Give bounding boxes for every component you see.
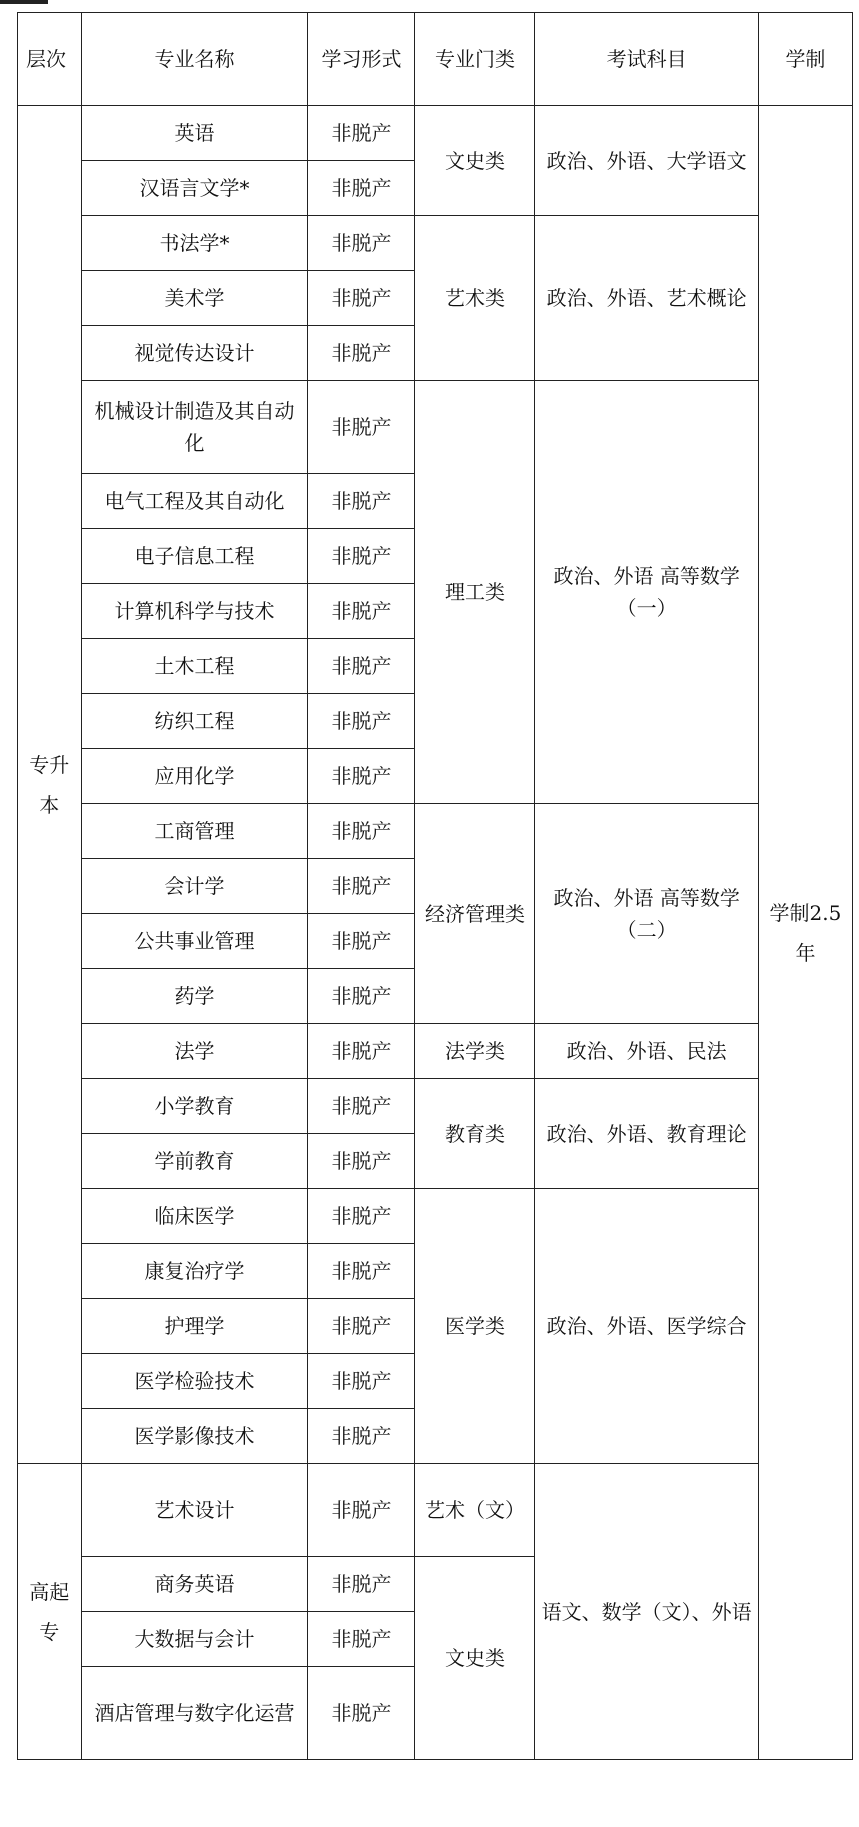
- study-form: 非脱产: [308, 474, 415, 529]
- subjects-wenshi: 政治、外语、大学语文: [535, 106, 758, 216]
- subjects-yishu: 政治、外语、艺术概论: [535, 216, 758, 381]
- subjects-jingji: 政治、外语 高等数学（二）: [535, 804, 758, 1024]
- header-row: [18, 13, 853, 106]
- study-form: 非脱产: [308, 1244, 415, 1299]
- major-name: 大数据与会计: [81, 1612, 308, 1667]
- study-form: 非脱产: [308, 694, 415, 749]
- major-name: 酒店管理与数字化运营: [81, 1667, 308, 1760]
- study-form: 非脱产: [308, 1667, 415, 1760]
- major-name: 小学教育: [81, 1079, 308, 1134]
- study-form: 非脱产: [308, 1464, 415, 1557]
- header-duration: 学制: [758, 13, 852, 106]
- major-name: 学前教育: [81, 1134, 308, 1189]
- major-name: 电子信息工程: [81, 529, 308, 584]
- category-yishu: 艺术类: [415, 216, 535, 381]
- study-form: 非脱产: [308, 1409, 415, 1464]
- table-row: [18, 1024, 853, 1079]
- major-name: 护理学: [81, 1299, 308, 1354]
- major-name: 电气工程及其自动化: [81, 474, 308, 529]
- category-yixue: 医学类: [415, 1189, 535, 1464]
- header-major: 专业名称: [81, 13, 308, 106]
- study-form: 非脱产: [308, 584, 415, 639]
- table-row: [18, 804, 853, 859]
- study-form: 非脱产: [308, 1134, 415, 1189]
- subjects-gqz: 语文、数学（文）、外语: [535, 1464, 758, 1760]
- major-name: 商务英语: [81, 1557, 308, 1612]
- major-name: 法学: [81, 1024, 308, 1079]
- study-form: 非脱产: [308, 1024, 415, 1079]
- study-form: 非脱产: [308, 381, 415, 474]
- major-name: 美术学: [81, 271, 308, 326]
- header-form: 学习形式: [308, 13, 415, 106]
- top-edge-mark: [0, 0, 48, 4]
- subjects-ligong: 政治、外语 高等数学（一）: [535, 381, 758, 804]
- subjects-jiaoyu: 政治、外语、教育理论: [535, 1079, 758, 1189]
- study-form: 非脱产: [308, 639, 415, 694]
- study-form: 非脱产: [308, 1299, 415, 1354]
- study-form: 非脱产: [308, 216, 415, 271]
- major-name: 汉语言文学*: [81, 161, 308, 216]
- level-zsb: 专升本: [18, 106, 82, 1464]
- major-name: 纺织工程: [81, 694, 308, 749]
- major-name: 计算机科学与技术: [81, 584, 308, 639]
- study-form: 非脱产: [308, 1079, 415, 1134]
- major-name: 医学影像技术: [81, 1409, 308, 1464]
- major-name: 工商管理: [81, 804, 308, 859]
- major-name: 康复治疗学: [81, 1244, 308, 1299]
- study-form: 非脱产: [308, 161, 415, 216]
- table-row: [18, 106, 853, 161]
- major-name: 药学: [81, 969, 308, 1024]
- major-name: 公共事业管理: [81, 914, 308, 969]
- major-name: 土木工程: [81, 639, 308, 694]
- study-form: 非脱产: [308, 271, 415, 326]
- subjects-faxue: 政治、外语、民法: [535, 1024, 758, 1079]
- study-form: 非脱产: [308, 1189, 415, 1244]
- major-name: 书法学*: [81, 216, 308, 271]
- study-form: 非脱产: [308, 1354, 415, 1409]
- category-wenshi2: 文史类: [415, 1557, 535, 1760]
- study-form: 非脱产: [308, 106, 415, 161]
- table-row: [18, 1079, 853, 1134]
- subjects-yixue: 政治、外语、医学综合: [535, 1189, 758, 1464]
- study-form: 非脱产: [308, 914, 415, 969]
- category-ligong: 理工类: [415, 381, 535, 804]
- major-name: 应用化学: [81, 749, 308, 804]
- table-row: [18, 1189, 853, 1244]
- level-gqz: 高起专: [18, 1464, 82, 1760]
- category-wenshi: 文史类: [415, 106, 535, 216]
- study-form: 非脱产: [308, 804, 415, 859]
- category-jiaoyu: 教育类: [415, 1079, 535, 1189]
- table-row: [18, 381, 853, 474]
- major-name: 机械设计制造及其自动化: [81, 381, 308, 474]
- table-row: [18, 1464, 853, 1557]
- header-subjects: 考试科目: [535, 13, 758, 106]
- major-name: 艺术设计: [81, 1464, 308, 1557]
- header-category: 专业门类: [415, 13, 535, 106]
- study-form: 非脱产: [308, 749, 415, 804]
- study-form: 非脱产: [308, 1557, 415, 1612]
- category-yishuwen: 艺术（文）: [415, 1464, 535, 1557]
- major-name: 视觉传达设计: [81, 326, 308, 381]
- admissions-table: [17, 12, 853, 1760]
- major-name: 临床医学: [81, 1189, 308, 1244]
- category-jingji: 经济管理类: [415, 804, 535, 1024]
- table-row: [18, 216, 853, 271]
- study-form: 非脱产: [308, 969, 415, 1024]
- category-faxue: 法学类: [415, 1024, 535, 1079]
- major-name: 医学检验技术: [81, 1354, 308, 1409]
- study-form: 非脱产: [308, 859, 415, 914]
- study-form: 非脱产: [308, 529, 415, 584]
- duration-value: 学制2.5年: [758, 106, 852, 1760]
- major-name: 会计学: [81, 859, 308, 914]
- study-form: 非脱产: [308, 1612, 415, 1667]
- header-level: 层次: [18, 13, 82, 106]
- study-form: 非脱产: [308, 326, 415, 381]
- major-name: 英语: [81, 106, 308, 161]
